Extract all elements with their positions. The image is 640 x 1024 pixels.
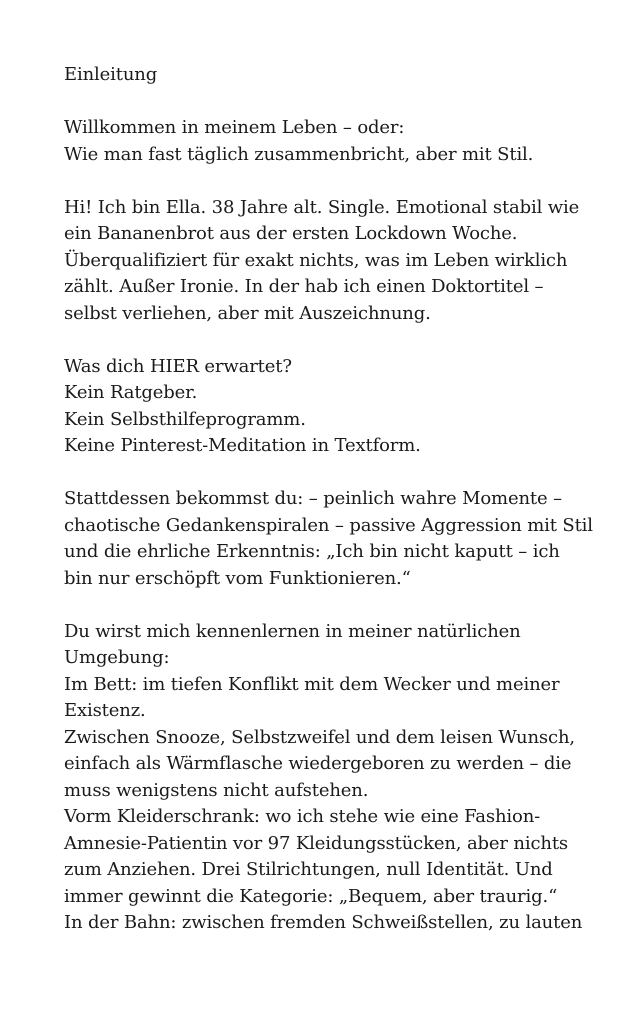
text-line: zum Anziehen. Drei Stilrichtungen, null Identität. Und [64,859,553,880]
text-line: In der Bahn: zwischen fremden Schweißstellen, zu lauten [64,912,583,933]
text-line: selbst verliehen, aber mit Auszeichnung. [64,302,431,324]
paragraph-spacer [64,168,584,195]
text-line: muss wenigstens nicht aufstehen. [64,779,369,801]
paragraph-instead [64,486,593,592]
text-line: Kein Selbsthilfeprogramm. [64,408,306,430]
book-page [64,62,593,937]
text-line: immer gewinnt die Kategorie: „Bequem, aber traurig.“ [64,885,558,907]
paragraph-spacer [64,592,584,619]
paragraph-spacer [64,89,584,116]
paragraph-spacer [64,460,584,487]
text-line: Was dich HIER erwartet? [64,355,292,377]
text-line: Keine Pinterest-Meditation in Textform. [64,435,421,456]
text-line: Hi! Ich bin Ella. 38 Jahre alt. Single. Emotional stabil wie [64,196,580,218]
text-line: bin nur erschöpft vom Funktionieren.“ [64,567,411,589]
paragraph-environment [64,619,584,937]
text-line: Überqualifiziert für exakt nichts, was im Leben wirklich [64,249,568,271]
paragraph-spacer [64,327,584,354]
text-line: und die ehrliche Erkenntnis: „Ich bin nicht kaputt – ich [64,541,560,562]
text-line: Im Bett: im tiefen Konflikt mit dem Wecker und meiner [64,673,560,695]
text-line: einfach als Wärmflasche wiedergeboren zu werden – die [64,753,572,774]
text-line: Stattdessen bekommst du: – peinlich wahre Momente – [64,488,562,509]
text-line: Wie man fast täglich zusammenbricht, aber mit Stil. [64,143,534,165]
text-line: zählt. Außer Ironie. In der hab ich einen Doktortitel – [64,276,544,297]
paragraph-welcome [64,115,584,168]
text-line: Amnesie-Patientin vor 97 Kleidungsstücken, aber nichts [64,832,569,854]
text-line: Willkommen in meinem Leben – oder: [64,117,405,138]
text-line: Kein Ratgeber. [64,382,198,403]
text-line: Zwischen Snooze, Selbstzweifel und dem leisen Wunsch, [64,726,575,748]
text-line: Existenz. [64,700,146,721]
text-line: ein Bananenbrot aus der ersten Lockdown Woche. [64,223,518,244]
text-line: Vorm Kleiderschrank: wo ich stehe wie eine Fashion- [64,806,541,827]
paragraph-expectations [64,354,584,460]
text-line: Du wirst mich kennenlernen in meiner natürlichen [64,620,521,642]
paragraph-intro [64,195,584,328]
text-line: chaotische Gedankenspiralen – passive Aggression mit Stil [64,514,593,536]
text-line: Umgebung: [64,647,170,668]
chapter-heading: Einleitung [64,64,158,85]
